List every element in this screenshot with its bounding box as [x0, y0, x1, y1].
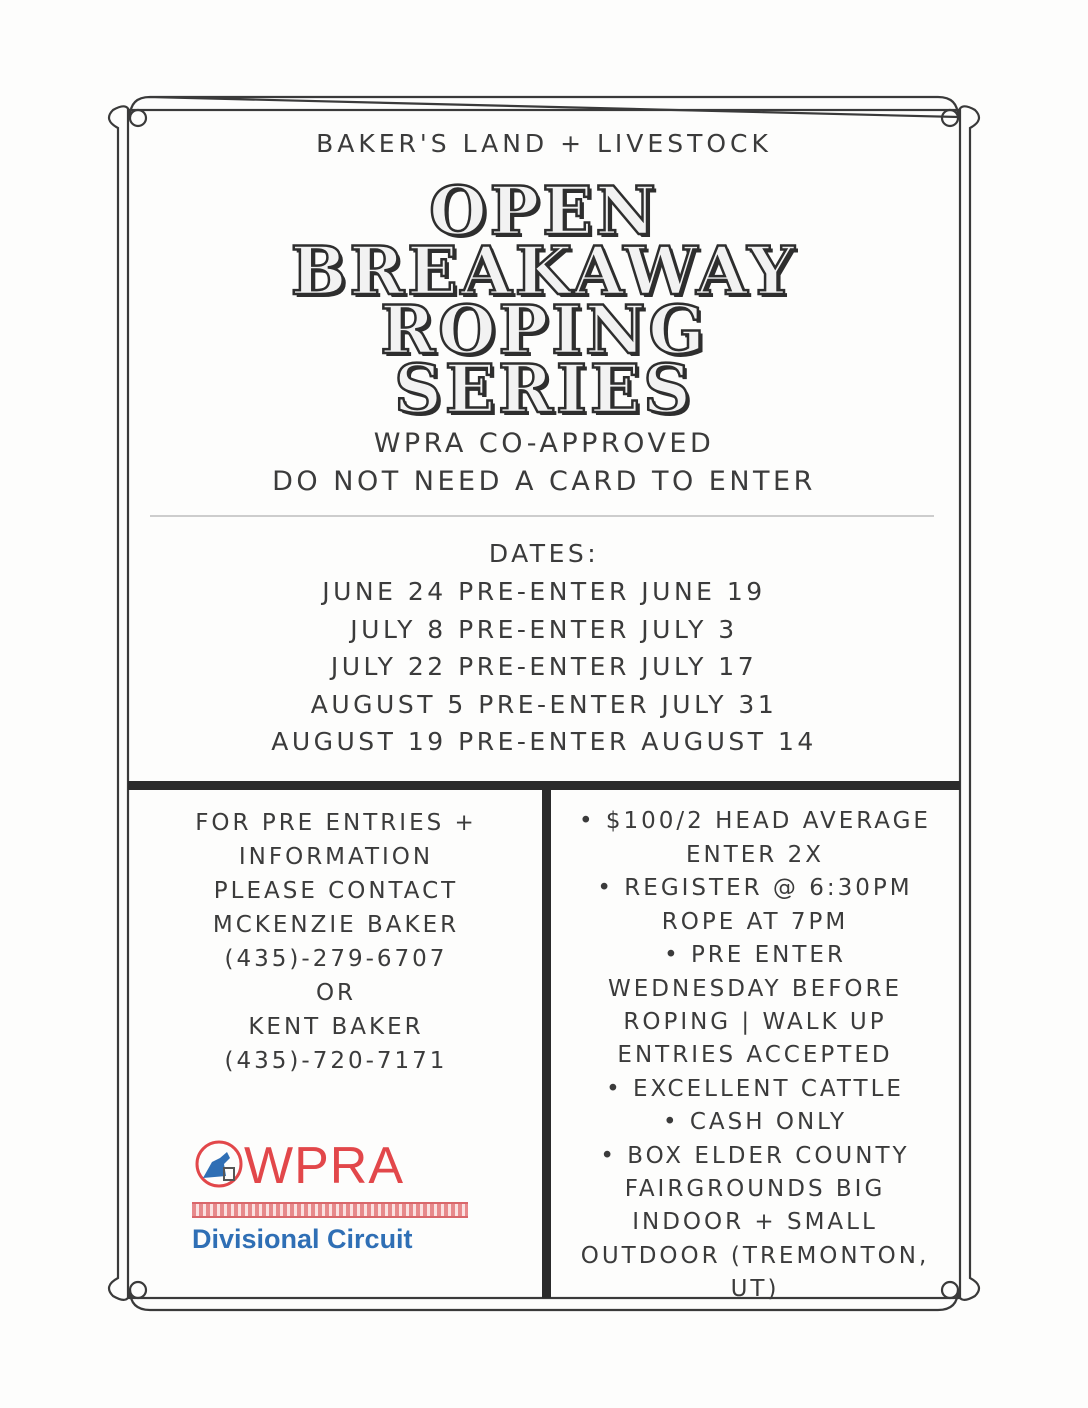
contact-name: MCKENZIE BAKER: [212, 912, 460, 938]
date-item: JULY 22 PRE-ENTER JULY 17: [330, 652, 758, 681]
detail-line: INDOOR + SMALL: [632, 1209, 878, 1235]
barrel-racer-icon: [194, 1138, 244, 1190]
section-divider: [128, 781, 960, 790]
wpra-logo: [188, 1128, 478, 1268]
date-item: JULY 8 PRE-ENTER JULY 3: [350, 615, 738, 644]
dates-heading: DATES:: [488, 539, 600, 568]
detail-line: • $100/2 HEAD AVERAGE: [579, 808, 931, 834]
contact-name: KENT BAKER: [248, 1014, 424, 1040]
detail-line: OUTDOOR (TREMONTON,: [580, 1243, 930, 1269]
logo-stripe: [192, 1202, 468, 1218]
title-line-series: SERIES: [394, 350, 694, 428]
subtitle: BAKER'S LAND + LIVESTOCK: [316, 129, 772, 158]
detail-line: • EXCELLENT CATTLE: [606, 1076, 904, 1102]
date-item: JUNE 24 PRE-ENTER JUNE 19: [322, 577, 766, 606]
title-line-breakaway: BREAKAWAY: [290, 232, 798, 310]
column-divider: [542, 790, 551, 1298]
contact-line: INFORMATION: [238, 844, 434, 870]
detail-line: UT): [730, 1276, 780, 1302]
detail-line: • REGISTER @ 6:30PM: [597, 875, 913, 901]
detail-line: ROPE AT 7PM: [661, 909, 849, 935]
title-line-open: OPEN: [429, 172, 659, 250]
detail-line: ENTRIES ACCEPTED: [617, 1042, 893, 1068]
contact-line: FOR PRE ENTRIES +: [195, 810, 477, 836]
contact-line: OR: [315, 980, 357, 1006]
detail-line: ROPING | WALK UP: [623, 1009, 887, 1035]
detail-line: WEDNESDAY BEFORE: [607, 976, 903, 1002]
logo-subtitle: Divisional Circuit: [192, 1224, 413, 1254]
date-item: AUGUST 19 PRE-ENTER AUGUST 14: [271, 727, 817, 756]
approval-line: WPRA CO-APPROVED: [373, 428, 715, 459]
contact-phone: (435)-279-6707: [224, 946, 448, 972]
card-note: DO NOT NEED A CARD TO ENTER: [272, 466, 816, 497]
title-line-roping: ROPING: [380, 291, 708, 369]
detail-line: • BOX ELDER COUNTY: [600, 1143, 910, 1169]
detail-line: FAIRGROUNDS BIG: [624, 1176, 886, 1202]
logo-wordmark: WPRA: [244, 1137, 404, 1195]
date-item: AUGUST 5 PRE-ENTER JULY 31: [310, 690, 778, 719]
detail-line: ENTER 2X: [685, 842, 824, 868]
detail-line: • CASH ONLY: [663, 1109, 847, 1135]
contact-line: PLEASE CONTACT: [213, 878, 459, 904]
detail-line: • PRE ENTER: [664, 942, 846, 968]
contact-phone: (435)-720-7171: [224, 1048, 448, 1074]
